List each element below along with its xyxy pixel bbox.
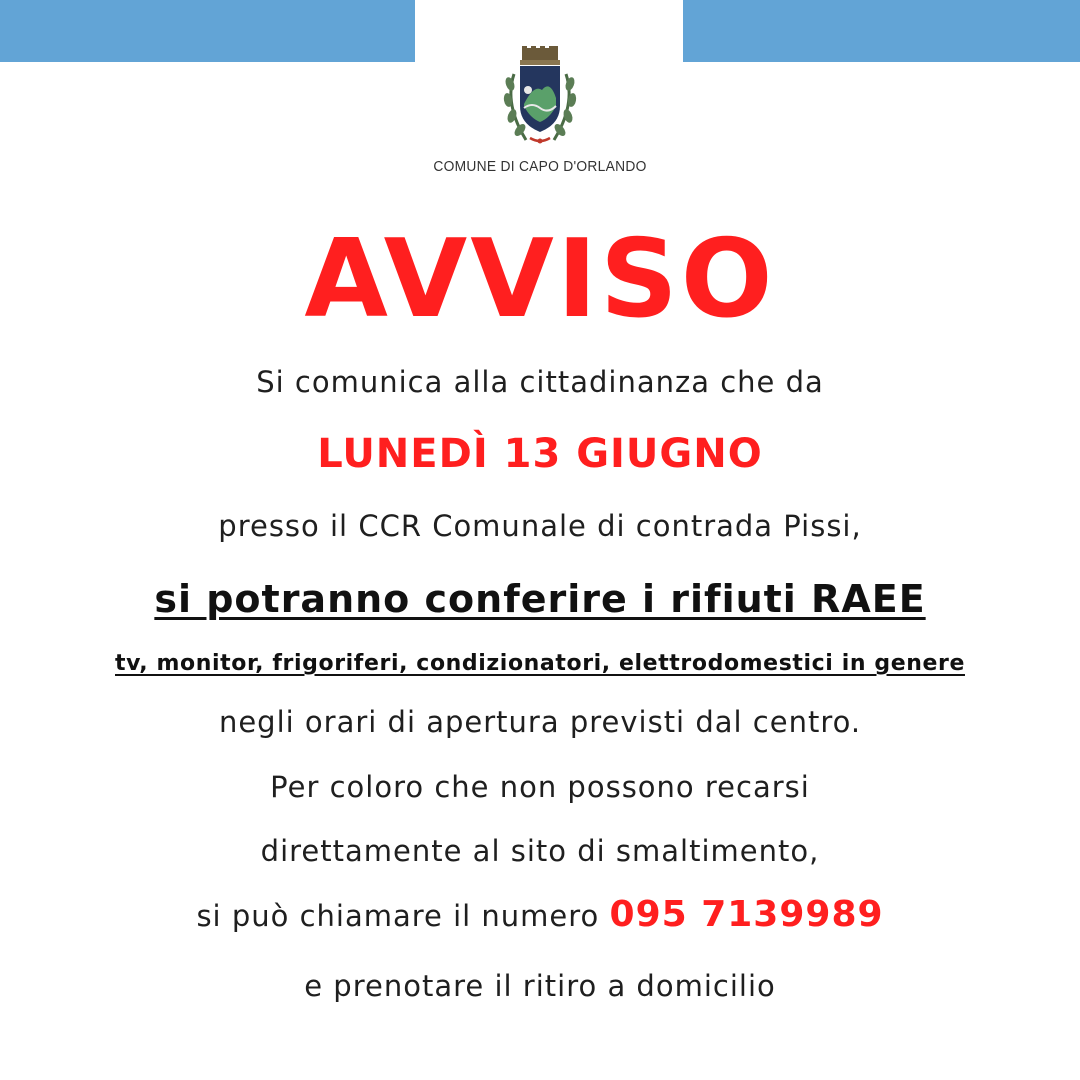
info-line-1: Per coloro che non possono recarsi — [270, 770, 810, 804]
booking-line: e prenotare il ritiro a domicilio — [304, 969, 776, 1003]
town-name: COMUNE DI CAPO D'ORLANDO — [433, 158, 647, 175]
phone-number[interactable]: 095 7139989 — [609, 894, 884, 935]
items-list: tv, monitor, frigoriferi, condizionatori, elettrodomestici in genere — [115, 651, 965, 676]
intro-line: Si comunica alla cittadinanza che da — [256, 365, 824, 399]
event-date: LUNEDÌ 13 GIUGNO — [317, 431, 763, 477]
phone-line-prefix: si può chiamare il numero — [196, 899, 610, 933]
hours-line: negli orari di apertura previsti dal centro. — [218, 705, 862, 739]
phone-line — [0, 895, 1080, 936]
top-bar-right — [683, 0, 1080, 62]
town-crest-icon — [490, 44, 590, 156]
notice-title: AVVISO — [304, 217, 776, 342]
top-bar-left — [0, 0, 415, 62]
headline: si potranno conferire i rifiuti RAEE — [154, 577, 926, 621]
info-line-2: direttamente al sito di smaltimento, — [260, 834, 820, 868]
location-line: presso il CCR Comunale di contrada Pissi, — [218, 509, 862, 543]
